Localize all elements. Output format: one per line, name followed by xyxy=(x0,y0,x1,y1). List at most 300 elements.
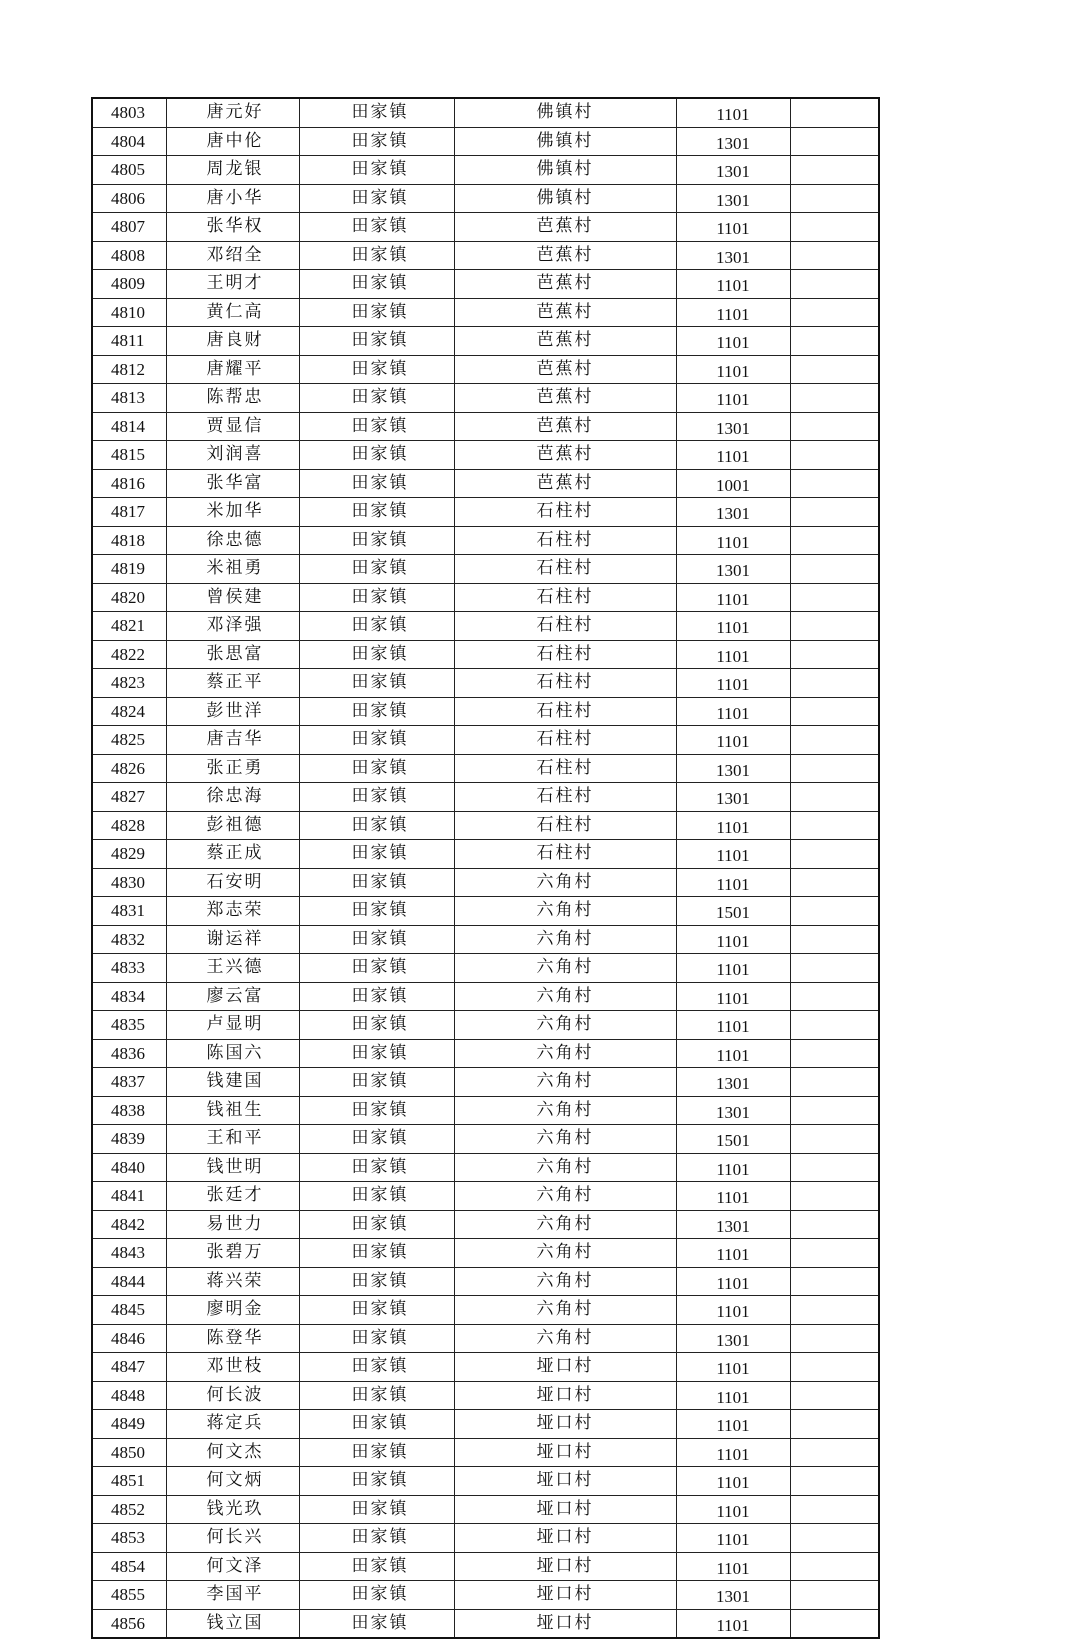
empty-cell xyxy=(790,840,879,869)
empty-cell xyxy=(790,1182,879,1211)
code-value: 1301 xyxy=(676,1210,790,1239)
code-value: 1101 xyxy=(676,925,790,954)
code-value: 1301 xyxy=(676,1096,790,1125)
person-name: 张华权 xyxy=(166,213,299,242)
village-name: 芭蕉村 xyxy=(454,241,676,270)
village-name: 六角村 xyxy=(454,1153,676,1182)
village-name: 芭蕉村 xyxy=(454,384,676,413)
village-name: 六角村 xyxy=(454,1210,676,1239)
row-number: 4853 xyxy=(92,1524,166,1553)
town-name: 田家镇 xyxy=(299,412,454,441)
person-name: 何长兴 xyxy=(166,1524,299,1553)
person-name: 唐吉华 xyxy=(166,726,299,755)
table-row xyxy=(92,1581,879,1610)
empty-cell xyxy=(790,1039,879,1068)
person-name: 钱祖生 xyxy=(166,1096,299,1125)
table-row xyxy=(92,498,879,527)
village-name: 六角村 xyxy=(454,1324,676,1353)
table-row xyxy=(92,783,879,812)
code-value: 1101 xyxy=(676,1381,790,1410)
empty-cell xyxy=(790,982,879,1011)
code-value: 1101 xyxy=(676,1296,790,1325)
code-value: 1101 xyxy=(676,868,790,897)
town-name: 田家镇 xyxy=(299,640,454,669)
row-number: 4837 xyxy=(92,1068,166,1097)
empty-cell xyxy=(790,1609,879,1638)
person-name: 郑志荣 xyxy=(166,897,299,926)
person-name: 蒋定兵 xyxy=(166,1410,299,1439)
empty-cell xyxy=(790,1210,879,1239)
table-row xyxy=(92,754,879,783)
village-name: 石柱村 xyxy=(454,726,676,755)
town-name: 田家镇 xyxy=(299,270,454,299)
row-number: 4833 xyxy=(92,954,166,983)
town-name: 田家镇 xyxy=(299,298,454,327)
empty-cell xyxy=(790,1552,879,1581)
person-name: 蔡正成 xyxy=(166,840,299,869)
row-number: 4842 xyxy=(92,1210,166,1239)
town-name: 田家镇 xyxy=(299,840,454,869)
code-value: 1101 xyxy=(676,1467,790,1496)
person-name: 邓世枝 xyxy=(166,1353,299,1382)
empty-cell xyxy=(790,897,879,926)
table-row xyxy=(92,127,879,156)
village-name: 垭口村 xyxy=(454,1353,676,1382)
empty-cell xyxy=(790,669,879,698)
person-name: 贾显信 xyxy=(166,412,299,441)
person-name: 陈国六 xyxy=(166,1039,299,1068)
town-name: 田家镇 xyxy=(299,1438,454,1467)
table-row xyxy=(92,954,879,983)
code-value: 1301 xyxy=(676,783,790,812)
village-name: 芭蕉村 xyxy=(454,412,676,441)
person-name: 何文杰 xyxy=(166,1438,299,1467)
table-row xyxy=(92,612,879,641)
code-value: 1301 xyxy=(676,241,790,270)
village-name: 石柱村 xyxy=(454,754,676,783)
row-number: 4855 xyxy=(92,1581,166,1610)
town-name: 田家镇 xyxy=(299,1467,454,1496)
person-name: 邓泽强 xyxy=(166,612,299,641)
village-name: 石柱村 xyxy=(454,811,676,840)
empty-cell xyxy=(790,640,879,669)
code-value: 1101 xyxy=(676,1410,790,1439)
town-name: 田家镇 xyxy=(299,127,454,156)
table-row xyxy=(92,327,879,356)
table-row xyxy=(92,1438,879,1467)
village-name: 垭口村 xyxy=(454,1524,676,1553)
person-name: 张思富 xyxy=(166,640,299,669)
table-row xyxy=(92,811,879,840)
town-name: 田家镇 xyxy=(299,583,454,612)
table-row xyxy=(92,1296,879,1325)
table-row xyxy=(92,1524,879,1553)
person-name: 徐忠海 xyxy=(166,783,299,812)
table-row xyxy=(92,1182,879,1211)
town-name: 田家镇 xyxy=(299,156,454,185)
empty-cell xyxy=(790,555,879,584)
row-number: 4820 xyxy=(92,583,166,612)
empty-cell xyxy=(790,868,879,897)
empty-cell xyxy=(790,526,879,555)
village-name: 六角村 xyxy=(454,982,676,1011)
row-number: 4840 xyxy=(92,1153,166,1182)
person-name: 何文泽 xyxy=(166,1552,299,1581)
empty-cell xyxy=(790,1495,879,1524)
code-value: 1301 xyxy=(676,412,790,441)
row-number: 4852 xyxy=(92,1495,166,1524)
village-name: 六角村 xyxy=(454,954,676,983)
village-name: 六角村 xyxy=(454,1182,676,1211)
person-name: 唐小华 xyxy=(166,184,299,213)
table-row xyxy=(92,1210,879,1239)
code-value: 1301 xyxy=(676,127,790,156)
row-number: 4850 xyxy=(92,1438,166,1467)
table-row xyxy=(92,441,879,470)
town-name: 田家镇 xyxy=(299,1267,454,1296)
town-name: 田家镇 xyxy=(299,1552,454,1581)
code-value: 1101 xyxy=(676,1438,790,1467)
person-name: 邓绍全 xyxy=(166,241,299,270)
village-name: 石柱村 xyxy=(454,526,676,555)
table-row xyxy=(92,355,879,384)
row-number: 4825 xyxy=(92,726,166,755)
empty-cell xyxy=(790,1125,879,1154)
code-value: 1301 xyxy=(676,1581,790,1610)
person-name: 彭祖德 xyxy=(166,811,299,840)
code-value: 1301 xyxy=(676,498,790,527)
empty-cell xyxy=(790,498,879,527)
person-name: 米加华 xyxy=(166,498,299,527)
code-value: 1101 xyxy=(676,669,790,698)
row-number: 4824 xyxy=(92,697,166,726)
code-value: 1101 xyxy=(676,1524,790,1553)
town-name: 田家镇 xyxy=(299,1068,454,1097)
person-name: 张正勇 xyxy=(166,754,299,783)
village-name: 石柱村 xyxy=(454,669,676,698)
code-value: 1101 xyxy=(676,1552,790,1581)
person-name: 谢运祥 xyxy=(166,925,299,954)
row-number: 4823 xyxy=(92,669,166,698)
row-number: 4846 xyxy=(92,1324,166,1353)
code-value: 1101 xyxy=(676,441,790,470)
code-value: 1101 xyxy=(676,840,790,869)
village-name: 垭口村 xyxy=(454,1438,676,1467)
row-number: 4813 xyxy=(92,384,166,413)
person-name: 廖明金 xyxy=(166,1296,299,1325)
code-value: 1101 xyxy=(676,612,790,641)
person-name: 蔡正平 xyxy=(166,669,299,698)
empty-cell xyxy=(790,1153,879,1182)
village-name: 六角村 xyxy=(454,1267,676,1296)
row-number: 4807 xyxy=(92,213,166,242)
row-number: 4817 xyxy=(92,498,166,527)
person-name: 张廷才 xyxy=(166,1182,299,1211)
table-row xyxy=(92,583,879,612)
person-name: 张碧万 xyxy=(166,1239,299,1268)
row-number: 4819 xyxy=(92,555,166,584)
table-body xyxy=(92,98,879,1638)
table-row xyxy=(92,1552,879,1581)
empty-cell xyxy=(790,98,879,127)
village-name: 石柱村 xyxy=(454,612,676,641)
code-value: 1101 xyxy=(676,1182,790,1211)
table-row xyxy=(92,298,879,327)
row-number: 4827 xyxy=(92,783,166,812)
person-name: 廖云富 xyxy=(166,982,299,1011)
row-number: 4814 xyxy=(92,412,166,441)
row-number: 4808 xyxy=(92,241,166,270)
code-value: 1101 xyxy=(676,726,790,755)
village-name: 六角村 xyxy=(454,1039,676,1068)
village-name: 垭口村 xyxy=(454,1495,676,1524)
row-number: 4829 xyxy=(92,840,166,869)
row-number: 4805 xyxy=(92,156,166,185)
code-value: 1101 xyxy=(676,213,790,242)
table-row xyxy=(92,1467,879,1496)
row-number: 4836 xyxy=(92,1039,166,1068)
empty-cell xyxy=(790,1239,879,1268)
empty-cell xyxy=(790,1438,879,1467)
code-value: 1501 xyxy=(676,1125,790,1154)
person-name: 石安明 xyxy=(166,868,299,897)
town-name: 田家镇 xyxy=(299,1581,454,1610)
table-row xyxy=(92,840,879,869)
town-name: 田家镇 xyxy=(299,184,454,213)
village-name: 六角村 xyxy=(454,897,676,926)
code-value: 1301 xyxy=(676,184,790,213)
table-row xyxy=(92,241,879,270)
row-number: 4810 xyxy=(92,298,166,327)
row-number: 4815 xyxy=(92,441,166,470)
table-row xyxy=(92,1125,879,1154)
person-name: 蒋兴荣 xyxy=(166,1267,299,1296)
empty-cell xyxy=(790,1011,879,1040)
town-name: 田家镇 xyxy=(299,555,454,584)
town-name: 田家镇 xyxy=(299,925,454,954)
town-name: 田家镇 xyxy=(299,213,454,242)
row-number: 4839 xyxy=(92,1125,166,1154)
village-name: 芭蕉村 xyxy=(454,327,676,356)
village-name: 六角村 xyxy=(454,1296,676,1325)
row-number: 4809 xyxy=(92,270,166,299)
town-name: 田家镇 xyxy=(299,384,454,413)
table-row xyxy=(92,1267,879,1296)
row-number: 4834 xyxy=(92,982,166,1011)
code-value: 1101 xyxy=(676,811,790,840)
town-name: 田家镇 xyxy=(299,982,454,1011)
empty-cell xyxy=(790,583,879,612)
row-number: 4835 xyxy=(92,1011,166,1040)
village-name: 垭口村 xyxy=(454,1410,676,1439)
town-name: 田家镇 xyxy=(299,1495,454,1524)
empty-cell xyxy=(790,384,879,413)
empty-cell xyxy=(790,1410,879,1439)
village-name: 佛镇村 xyxy=(454,98,676,127)
empty-cell xyxy=(790,298,879,327)
empty-cell xyxy=(790,241,879,270)
code-value: 1101 xyxy=(676,298,790,327)
town-name: 田家镇 xyxy=(299,1296,454,1325)
village-name: 芭蕉村 xyxy=(454,213,676,242)
row-number: 4841 xyxy=(92,1182,166,1211)
table-row xyxy=(92,184,879,213)
row-number: 4854 xyxy=(92,1552,166,1581)
empty-cell xyxy=(790,441,879,470)
table-row xyxy=(92,982,879,1011)
table-row xyxy=(92,1353,879,1382)
row-number: 4851 xyxy=(92,1467,166,1496)
row-number: 4828 xyxy=(92,811,166,840)
person-name: 钱世明 xyxy=(166,1153,299,1182)
town-name: 田家镇 xyxy=(299,612,454,641)
person-name: 徐忠德 xyxy=(166,526,299,555)
town-name: 田家镇 xyxy=(299,1381,454,1410)
table-row xyxy=(92,868,879,897)
row-number: 4811 xyxy=(92,327,166,356)
village-name: 垭口村 xyxy=(454,1381,676,1410)
town-name: 田家镇 xyxy=(299,1011,454,1040)
code-value: 1101 xyxy=(676,98,790,127)
code-value: 1101 xyxy=(676,1609,790,1638)
town-name: 田家镇 xyxy=(299,1239,454,1268)
table-row xyxy=(92,213,879,242)
empty-cell xyxy=(790,127,879,156)
row-number: 4821 xyxy=(92,612,166,641)
village-name: 垭口村 xyxy=(454,1552,676,1581)
village-name: 芭蕉村 xyxy=(454,441,676,470)
code-value: 1101 xyxy=(676,1039,790,1068)
empty-cell xyxy=(790,1096,879,1125)
town-name: 田家镇 xyxy=(299,498,454,527)
town-name: 田家镇 xyxy=(299,1410,454,1439)
village-name: 垭口村 xyxy=(454,1581,676,1610)
empty-cell xyxy=(790,754,879,783)
table-row xyxy=(92,1153,879,1182)
person-name: 张华富 xyxy=(166,469,299,498)
code-value: 1101 xyxy=(676,1153,790,1182)
row-number: 4804 xyxy=(92,127,166,156)
village-name: 垭口村 xyxy=(454,1467,676,1496)
town-name: 田家镇 xyxy=(299,1182,454,1211)
village-name: 六角村 xyxy=(454,868,676,897)
empty-cell xyxy=(790,697,879,726)
row-number: 4856 xyxy=(92,1609,166,1638)
row-number: 4832 xyxy=(92,925,166,954)
person-name: 唐中伦 xyxy=(166,127,299,156)
town-name: 田家镇 xyxy=(299,469,454,498)
town-name: 田家镇 xyxy=(299,1153,454,1182)
person-name: 米祖勇 xyxy=(166,555,299,584)
empty-cell xyxy=(790,412,879,441)
town-name: 田家镇 xyxy=(299,811,454,840)
person-name: 黄仁高 xyxy=(166,298,299,327)
row-number: 4822 xyxy=(92,640,166,669)
town-name: 田家镇 xyxy=(299,441,454,470)
empty-cell xyxy=(790,1581,879,1610)
village-name: 佛镇村 xyxy=(454,127,676,156)
village-name: 佛镇村 xyxy=(454,184,676,213)
person-name: 王明才 xyxy=(166,270,299,299)
table-row xyxy=(92,1410,879,1439)
code-value: 1301 xyxy=(676,156,790,185)
code-value: 1101 xyxy=(676,697,790,726)
village-name: 石柱村 xyxy=(454,498,676,527)
person-name: 钱建国 xyxy=(166,1068,299,1097)
code-value: 1501 xyxy=(676,897,790,926)
person-name: 曾侯建 xyxy=(166,583,299,612)
town-name: 田家镇 xyxy=(299,1096,454,1125)
person-name: 钱立国 xyxy=(166,1609,299,1638)
table-row xyxy=(92,1381,879,1410)
empty-cell xyxy=(790,1467,879,1496)
empty-cell xyxy=(790,1353,879,1382)
village-name: 垭口村 xyxy=(454,1609,676,1638)
person-name: 王兴德 xyxy=(166,954,299,983)
village-name: 六角村 xyxy=(454,1239,676,1268)
code-value: 1101 xyxy=(676,355,790,384)
row-number: 4806 xyxy=(92,184,166,213)
town-name: 田家镇 xyxy=(299,1353,454,1382)
row-number: 4844 xyxy=(92,1267,166,1296)
row-number: 4830 xyxy=(92,868,166,897)
town-name: 田家镇 xyxy=(299,783,454,812)
code-value: 1101 xyxy=(676,1267,790,1296)
table-row xyxy=(92,98,879,127)
code-value: 1101 xyxy=(676,1353,790,1382)
code-value: 1101 xyxy=(676,640,790,669)
village-name: 芭蕉村 xyxy=(454,298,676,327)
town-name: 田家镇 xyxy=(299,1039,454,1068)
village-name: 石柱村 xyxy=(454,840,676,869)
table-row xyxy=(92,925,879,954)
village-name: 芭蕉村 xyxy=(454,469,676,498)
empty-cell xyxy=(790,270,879,299)
data-table xyxy=(91,97,880,1639)
person-name: 唐耀平 xyxy=(166,355,299,384)
table-row xyxy=(92,1609,879,1638)
empty-cell xyxy=(790,1381,879,1410)
person-name: 王和平 xyxy=(166,1125,299,1154)
code-value: 1101 xyxy=(676,1011,790,1040)
table-row xyxy=(92,1324,879,1353)
empty-cell xyxy=(790,811,879,840)
code-value: 1101 xyxy=(676,526,790,555)
empty-cell xyxy=(790,1267,879,1296)
town-name: 田家镇 xyxy=(299,1524,454,1553)
empty-cell xyxy=(790,1324,879,1353)
table-row xyxy=(92,1096,879,1125)
empty-cell xyxy=(790,783,879,812)
town-name: 田家镇 xyxy=(299,868,454,897)
person-name: 卢显明 xyxy=(166,1011,299,1040)
village-name: 佛镇村 xyxy=(454,156,676,185)
code-value: 1101 xyxy=(676,982,790,1011)
table-row xyxy=(92,1068,879,1097)
person-name: 刘润喜 xyxy=(166,441,299,470)
village-name: 石柱村 xyxy=(454,555,676,584)
empty-cell xyxy=(790,612,879,641)
empty-cell xyxy=(790,1524,879,1553)
town-name: 田家镇 xyxy=(299,327,454,356)
code-value: 1101 xyxy=(676,954,790,983)
town-name: 田家镇 xyxy=(299,98,454,127)
table-row xyxy=(92,1495,879,1524)
town-name: 田家镇 xyxy=(299,1324,454,1353)
row-number: 4848 xyxy=(92,1381,166,1410)
village-name: 石柱村 xyxy=(454,783,676,812)
village-name: 石柱村 xyxy=(454,583,676,612)
